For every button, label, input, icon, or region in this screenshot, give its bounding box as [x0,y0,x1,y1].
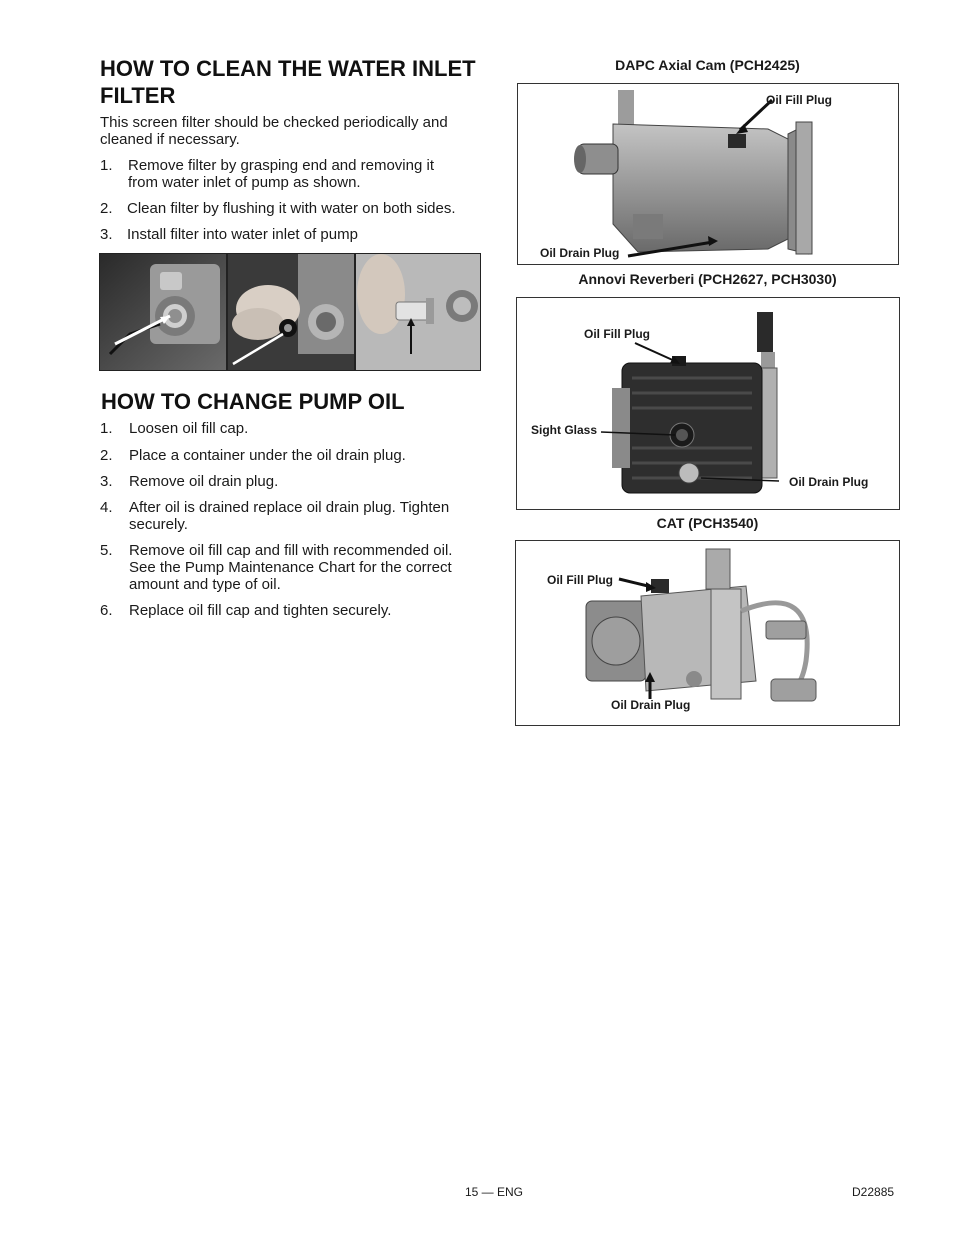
filter-intro [100,114,448,148]
oil-step-4-number: 4. [100,499,113,516]
oil-step-5-line1: Remove oil fill cap and fill with recommended oil. [129,542,453,559]
oil-step-4-line1: After oil is drained replace oil drain plug. Tighten [129,499,450,516]
document-id: D22885 [852,1185,895,1199]
filter-step-2: Clean filter by flushing it with water on both sides. [127,200,456,217]
oil-step-5-line3: amount and type of oil. [129,576,281,593]
filter-title-line1: HOW TO CLEAN THE WATER INLET [100,56,476,81]
figure3-box [515,540,900,726]
figure1-oil-drain-label: Oil Drain Plug [540,246,620,260]
filter-photo-1 [99,253,227,371]
filter-intro-line1: This screen filter should be checked periodically and [100,114,448,131]
oil-step-5-number: 5. [100,542,113,559]
filter-photo-1-image [100,254,226,370]
oil-step-2-number: 2. [100,447,113,464]
figure1-oil-fill-label: Oil Fill Plug [766,93,832,107]
figure3-pump-image [516,541,899,725]
figure2-box [516,297,900,510]
oil-step-3: Remove oil drain plug. [129,473,279,490]
oil-step-6: Replace oil fill cap and tighten securely. [129,602,392,619]
filter-step-1 [128,157,434,191]
filter-step-3-number: 3. [100,226,113,243]
filter-intro-line2: cleaned if necessary. [100,131,240,148]
figure3-caption: CAT (PCH3540) [656,515,759,531]
oil-step-1-number: 1. [100,420,113,437]
filter-step-2-number: 2. [100,200,113,217]
figure2-sight-glass-label: Sight Glass [531,423,598,437]
figure1-pump-image [518,84,898,264]
page-number: 15 — ENG [465,1185,524,1199]
filter-photo-3 [355,253,481,371]
oil-step-1: Loosen oil fill cap. [129,420,249,437]
filter-step-1-line2: from water inlet of pump as shown. [128,174,361,191]
filter-section-title [100,55,476,109]
figure3-oil-drain-label: Oil Drain Plug [611,698,691,712]
oil-step-5 [129,542,452,593]
figure2-oil-fill-label: Oil Fill Plug [584,327,650,341]
oil-step-5-line2: See the Pump Maintenance Chart for the correct [129,559,452,576]
figure2-caption: Annovi Reverberi (PCH2627, PCH3030) [578,271,837,287]
figure3-oil-fill-label: Oil Fill Plug [547,573,613,587]
filter-photo-2-image [228,254,354,370]
oil-section-title: HOW TO CHANGE PUMP OIL [101,389,405,414]
filter-step-1-number: 1. [100,157,113,174]
oil-step-6-number: 6. [100,602,113,619]
figure1-box [517,83,899,265]
oil-step-2: Place a container under the oil drain plug. [129,447,406,464]
oil-step-3-number: 3. [100,473,113,490]
filter-step-1-line1: Remove filter by grasping end and removing it [128,157,434,174]
figure2-oil-drain-label: Oil Drain Plug [789,475,869,489]
oil-step-4 [129,499,449,533]
filter-photo-2 [227,253,355,371]
oil-step-4-line2: securely. [129,516,188,533]
figure1-caption: DAPC Axial Cam (PCH2425) [615,57,800,73]
filter-photo-3-image [356,254,480,370]
filter-title-line2: FILTER [100,83,176,108]
filter-step-3: Install filter into water inlet of pump [127,226,358,243]
